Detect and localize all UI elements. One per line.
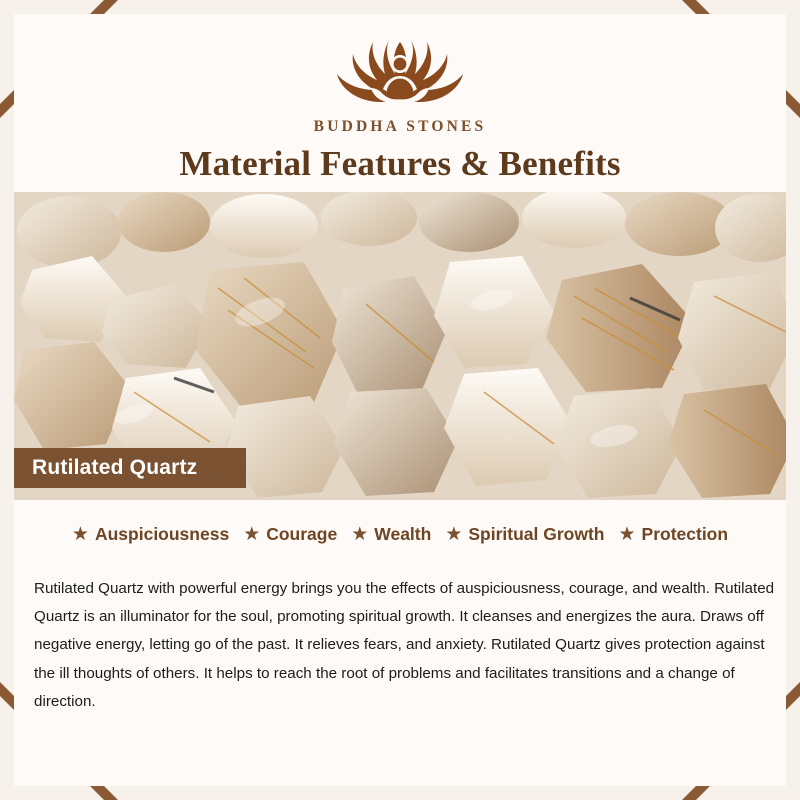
benefits-row [14, 524, 786, 545]
benefit-item-spiritual-growth [445, 524, 604, 545]
benefit-label: Protection [641, 524, 729, 544]
brand-logo [0, 22, 800, 136]
benefit-item-courage [243, 524, 337, 545]
benefit-item-protection [618, 524, 728, 545]
benefit-label: Wealth [374, 524, 432, 544]
star-icon: ★ [618, 524, 636, 545]
benefit-label: Auspiciousness [94, 524, 230, 544]
benefit-label: Spiritual Growth [468, 524, 605, 544]
benefit-item-auspiciousness [72, 524, 229, 545]
page-title: Material Features & Benefits [179, 144, 621, 183]
stone-name-tab [14, 448, 246, 488]
star-icon: ★ [243, 524, 261, 545]
description-paragraph: Rutilated Quartz with powerful energy brings you the effects of auspiciousness, courage, and wealth. Rutilated Quartz is an illuminator for the soul, promoting spiritual growth. It cleanses and energizes the aura. Draws off negative energy, letting go of the past. It relieves fears, and anxiety. Rutilated Quartz gives protection against the ill thoughts of others. It helps to reach the root of problems and facilitates transitions and a change of direction. [34, 580, 775, 710]
star-icon: ★ [71, 524, 89, 545]
star-icon: ★ [445, 524, 463, 545]
headline-band [14, 140, 786, 188]
star-icon: ★ [351, 524, 369, 545]
lotus-meditation-figure-icon [315, 22, 485, 114]
benefit-label: Courage [266, 524, 338, 544]
benefit-item-wealth [351, 524, 431, 545]
stone-name-label: Rutilated Quartz [32, 456, 198, 479]
brand-name: BUDDHA STONES [313, 118, 487, 135]
